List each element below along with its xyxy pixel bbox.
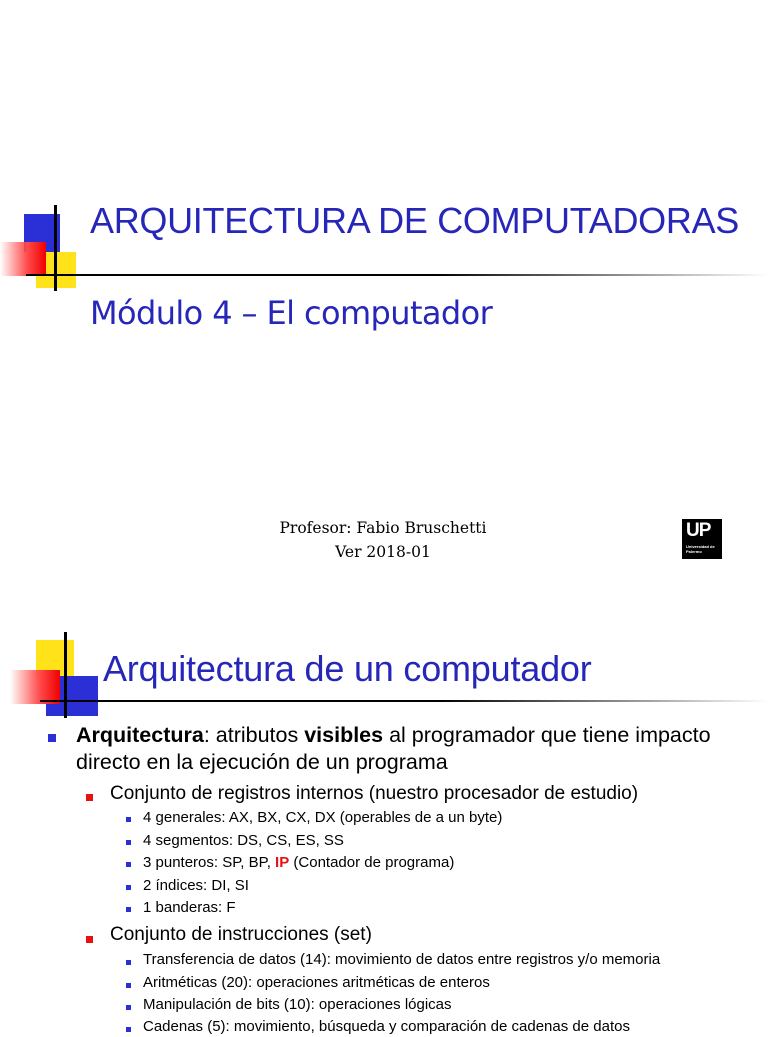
version-label: Ver 2018-01	[335, 543, 431, 561]
list-item: 1 banderas: F	[143, 899, 236, 916]
bullet-marker	[126, 983, 131, 988]
list-item: 4 generales: AX, BX, CX, DX (operables de a un byte)	[143, 809, 503, 826]
list-item: Cadenas (5): movimiento, búsqueda y comparación de cadenas de datos	[143, 1018, 630, 1035]
bullet-marker	[48, 734, 56, 742]
slide-title: Arquitectura de un computador	[103, 648, 592, 689]
bullet-text-part: al programador que tiene impacto directo en la ejecución de un programa	[76, 723, 711, 774]
list-item-pointers	[143, 853, 454, 873]
bullet-marker	[86, 794, 93, 801]
bullet-text-part: : atributos	[203, 723, 305, 747]
slide-divider	[0, 592, 768, 600]
logo-initials: UP	[686, 520, 711, 541]
bullet-marker	[126, 817, 131, 822]
term-visibles: visibles	[304, 723, 384, 747]
bullet-marker	[126, 885, 131, 890]
professor-name: Profesor: Fabio Bruschetti	[279, 519, 487, 537]
list-item: Transferencia de datos (14): movimiento de datos entre registros y/o memoria	[143, 951, 661, 968]
instructions-heading: Conjunto de instrucciones (set)	[110, 924, 372, 945]
author-block	[230, 516, 536, 564]
presentation-subtitle: Módulo 4 – El computador	[90, 294, 493, 332]
bullet-marker	[126, 1027, 131, 1032]
logo-university-name: Universidad de Palermo	[686, 544, 715, 554]
main-bullet-text	[76, 722, 756, 776]
list-item: Manipulación de bits (10): operaciones lógicas	[143, 996, 452, 1013]
presentation-title: ARQUITECTURA DE COMPUTADORAS	[90, 200, 739, 241]
bullet-marker	[126, 862, 131, 867]
list-item: Aritméticas (20): operaciones aritméticas de enteros	[143, 974, 490, 991]
registers-heading: Conjunto de registros internos (nuestro procesador de estudio)	[110, 783, 639, 804]
pointers-prefix: 3 punteros: SP, BP,	[143, 854, 276, 871]
list-item: 4 segmentos: DS, CS, ES, SS	[143, 832, 344, 849]
bullet-marker	[126, 840, 131, 845]
pointer-ip: IP	[275, 854, 290, 871]
term-arquitectura: Arquitectura	[76, 723, 204, 747]
bullet-marker	[86, 936, 93, 943]
bullet-marker	[126, 907, 131, 912]
list-item: 2 índices: DI, SI	[143, 877, 249, 894]
pointers-suffix: (Contador de programa)	[289, 854, 455, 871]
bullet-marker	[126, 960, 131, 965]
university-logo	[682, 519, 722, 559]
content-slide	[0, 600, 768, 1035]
bullet-marker	[126, 1005, 131, 1010]
